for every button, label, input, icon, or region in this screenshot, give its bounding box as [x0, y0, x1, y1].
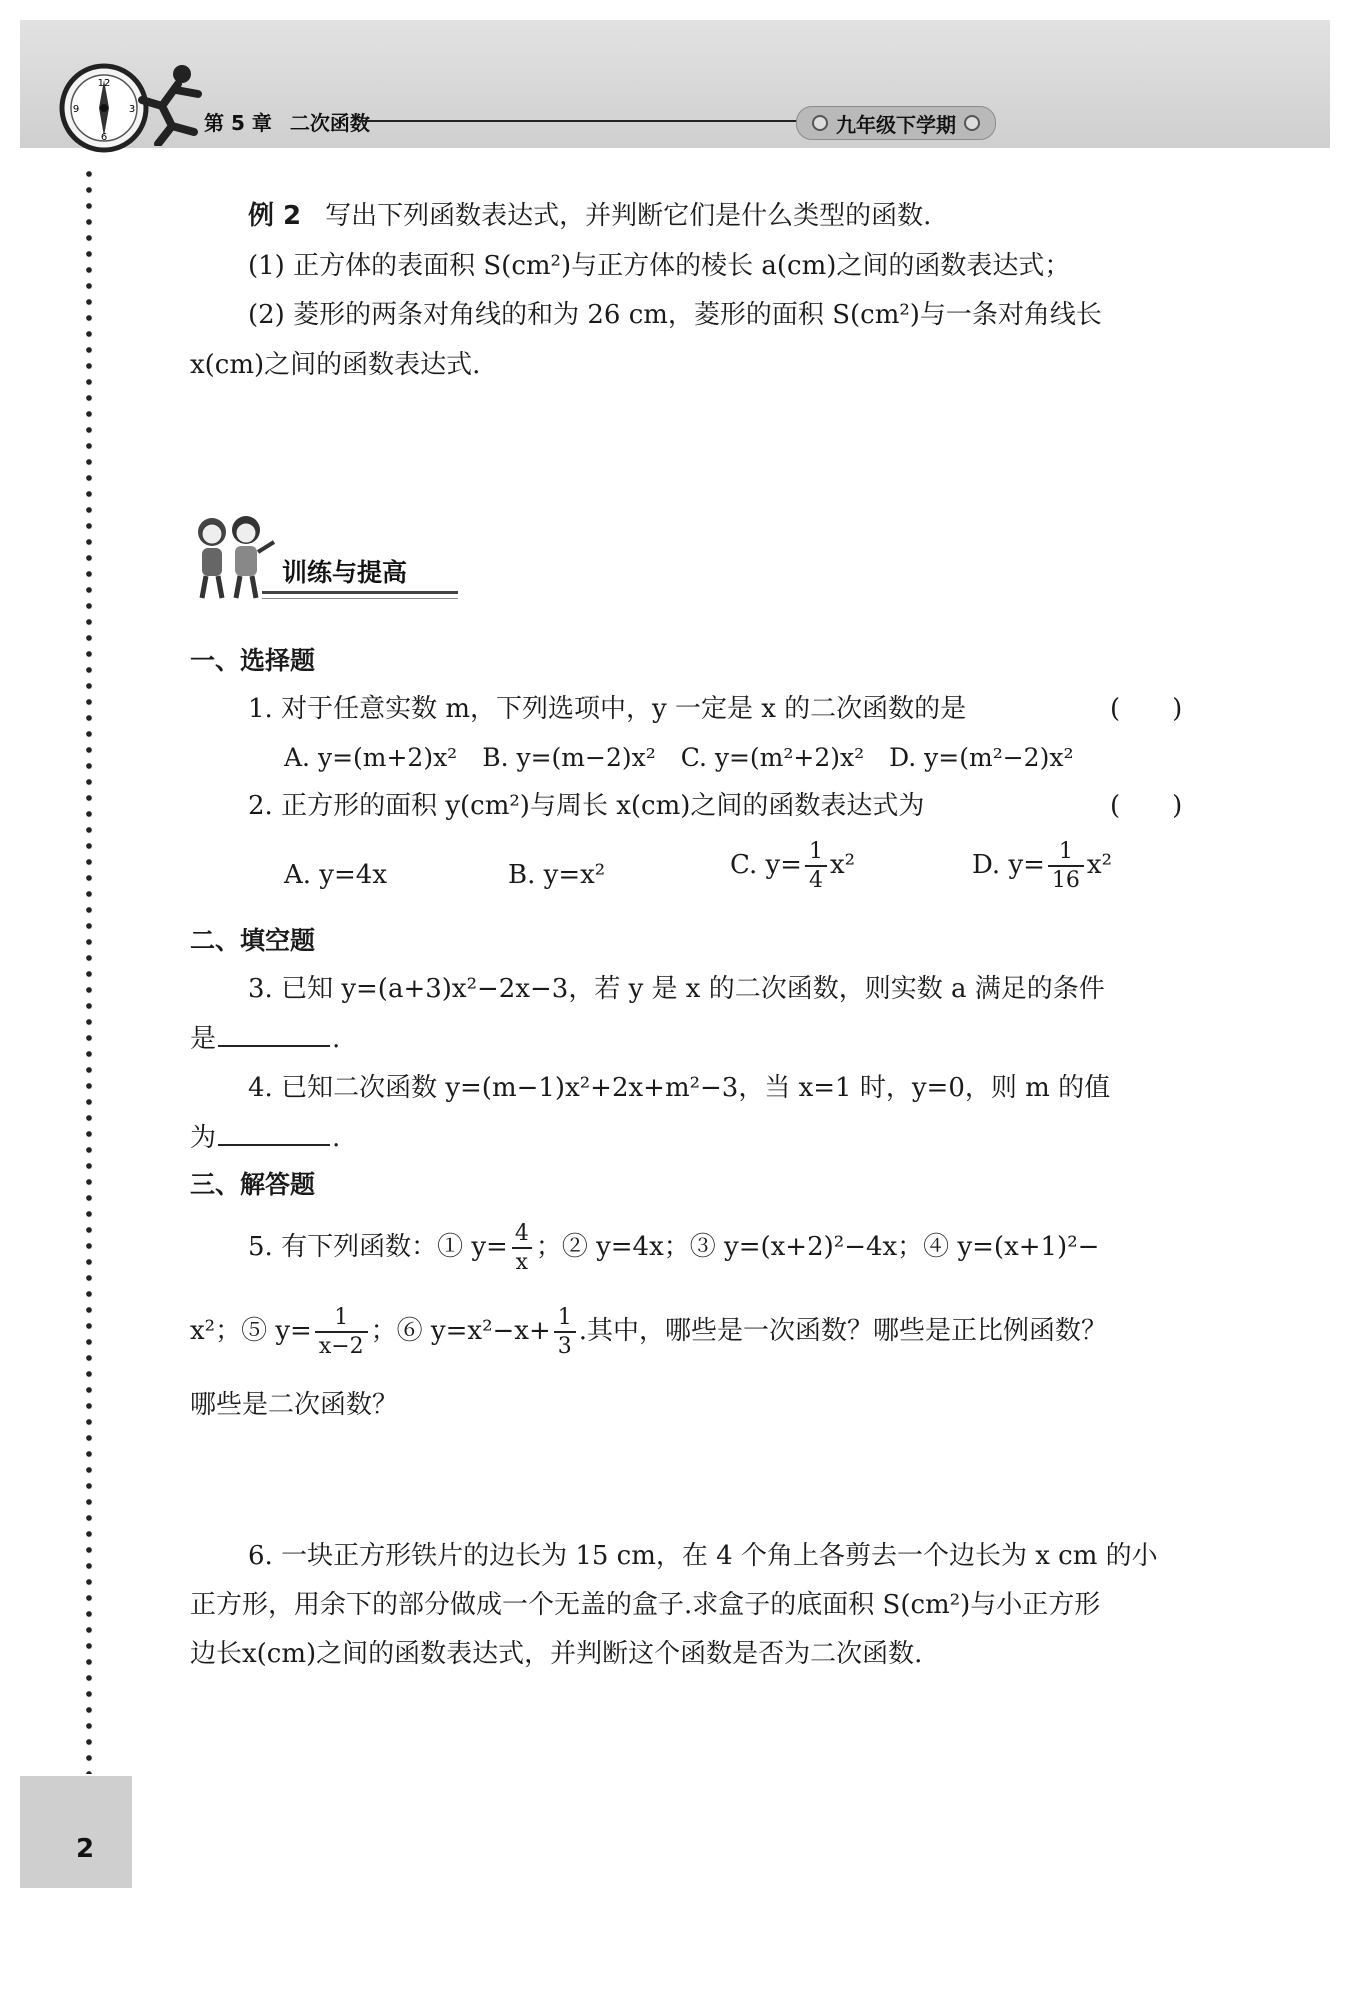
q5-line1-suffix: ；② y=4x；③ y=(x+2)²−4x；④ y=(x+1)²−: [535, 1232, 1100, 1263]
compass-digit-3: 3: [128, 104, 136, 115]
q5-line1-prefix: 5. 有下列函数：① y=: [248, 1232, 508, 1263]
fraction-numerator: 1: [1058, 839, 1073, 864]
fraction-numerator: 1: [557, 1305, 572, 1330]
fraction-one-third: [554, 1306, 576, 1358]
page-number-box: [20, 1776, 132, 1888]
example-prompt: [248, 203, 931, 229]
fraction-denominator: x: [512, 1247, 532, 1274]
question-4-line1: 4. 已知二次函数 y=(m−1)x²+2x+m²−3，当 x=1 时，y=0，则 m 的值: [248, 1073, 1111, 1103]
fraction-numerator: 1: [808, 839, 823, 864]
chapter-title: 二次函数: [289, 111, 370, 135]
fraction-denominator: 3: [554, 1331, 576, 1358]
question-4-answer-blank[interactable]: [218, 1144, 330, 1146]
fraction-one-over-x-minus-2: [315, 1306, 368, 1358]
example-item-2-line1: (2) 菱形的两条对角线的和为 26 cm，菱形的面积 S(cm²)与一条对角线长: [248, 300, 1102, 330]
fraction-one-sixteenth: [1048, 840, 1084, 892]
question-2-option-d: [972, 840, 1112, 892]
option-c-suffix: x²: [829, 850, 856, 881]
question-2-option-b: B. y=x²: [508, 860, 606, 890]
example-label: 例 2: [248, 201, 302, 231]
pill-dot-right-icon: [964, 115, 980, 131]
question-5-line3: 哪些是二次函数？: [190, 1390, 399, 1420]
question-1-options: A. y=(m+2)x² B. y=(m−2)x² C. y=(m²+2)x² D. y=(m²−2)x²: [284, 743, 1074, 772]
grade-label: 九年级下学期: [836, 112, 956, 137]
option-c-prefix: C. y=: [730, 850, 802, 881]
fraction-denominator: x−2: [315, 1331, 368, 1358]
question-1-stem: 1. 对于任意实数 m，下列选项中，y 一定是 x 的二次函数的是: [248, 694, 967, 724]
margin-dotted-line: [86, 166, 92, 1774]
question-4-line2: [190, 1125, 340, 1151]
compass-digit-6: 6: [100, 132, 108, 143]
question-5-line2: [190, 1306, 1107, 1358]
question-3-line1: 3. 已知 y=(a+3)x²−2x−3，若 y 是 x 的二次函数，则实数 a 满足的条件: [248, 974, 1105, 1004]
section-2-title: 二、填空题: [190, 926, 316, 955]
section-3-title: 三、解答题: [190, 1170, 316, 1199]
question-6-line1: 6. 一块正方形铁片的边长为 15 cm，在 4 个角上各剪去一个边长为 x cm 的小: [248, 1541, 1158, 1571]
option-d-prefix: D. y=: [972, 850, 1045, 881]
fraction-numerator: 4: [514, 1221, 529, 1246]
question-4-prefix: 为: [190, 1123, 217, 1153]
q5-line2-suffix: .其中，哪些是一次函数？哪些是正比例函数？: [578, 1316, 1107, 1347]
question-3-suffix: .: [332, 1024, 341, 1054]
banner-rule-thin: [262, 598, 458, 599]
header-rule: [360, 120, 800, 122]
page-number: 2: [76, 1834, 95, 1864]
banner-rule: [262, 591, 458, 594]
compass-digit-9: 9: [72, 104, 80, 115]
question-5-line1: [248, 1222, 1099, 1274]
fraction-one-quarter: [805, 840, 827, 892]
question-6-line3: 边长x(cm)之间的函数表达式，并判断这个函数是否为二次函数.: [190, 1639, 923, 1669]
question-2-option-c: [730, 840, 855, 892]
question-2-answer-paren: ( ): [1110, 791, 1183, 821]
chapter-number: 第 5 章: [204, 111, 272, 135]
q5-line2-prefix: x²；⑤ y=: [190, 1316, 312, 1347]
question-3-prefix: 是: [190, 1024, 217, 1054]
q5-line2-middle: ；⑥ y=x²−x+: [370, 1316, 551, 1347]
example-item-2-line2: x(cm)之间的函数表达式.: [190, 350, 481, 380]
option-d-suffix: x²: [1086, 850, 1113, 881]
fraction-denominator: 16: [1048, 865, 1084, 892]
grade-badge: [796, 106, 996, 140]
pill-dot-left-icon: [812, 115, 828, 131]
question-2-option-a: A. y=4x: [284, 860, 387, 890]
runner-figure-icon: [132, 60, 206, 146]
question-3-answer-blank[interactable]: [218, 1045, 330, 1047]
section-banner-title: 训练与提高: [282, 558, 408, 587]
question-4-suffix: .: [332, 1123, 341, 1153]
question-2-stem: 2. 正方形的面积 y(cm²)与周长 x(cm)之间的函数表达式为: [248, 791, 925, 821]
compass-digit-12: 12: [97, 78, 111, 89]
example-item-1: (1) 正方体的表面积 S(cm²)与正方体的棱长 a(cm)之间的函数表达式；: [248, 251, 1071, 281]
fraction-four-over-x: [511, 1222, 533, 1274]
question-1-answer-paren: ( ): [1110, 694, 1183, 724]
question-3-line2: [190, 1026, 340, 1052]
fraction-denominator: 4: [805, 865, 827, 892]
example-prompt-text: 写出下列函数表达式，并判断它们是什么类型的函数.: [325, 201, 932, 231]
fraction-numerator: 1: [334, 1305, 349, 1330]
question-6-line2: 正方形，用余下的部分做成一个无盖的盒子.求盒子的底面积 S(cm²)与小正方形: [190, 1590, 1101, 1620]
section-1-title: 一、选择题: [190, 646, 316, 675]
